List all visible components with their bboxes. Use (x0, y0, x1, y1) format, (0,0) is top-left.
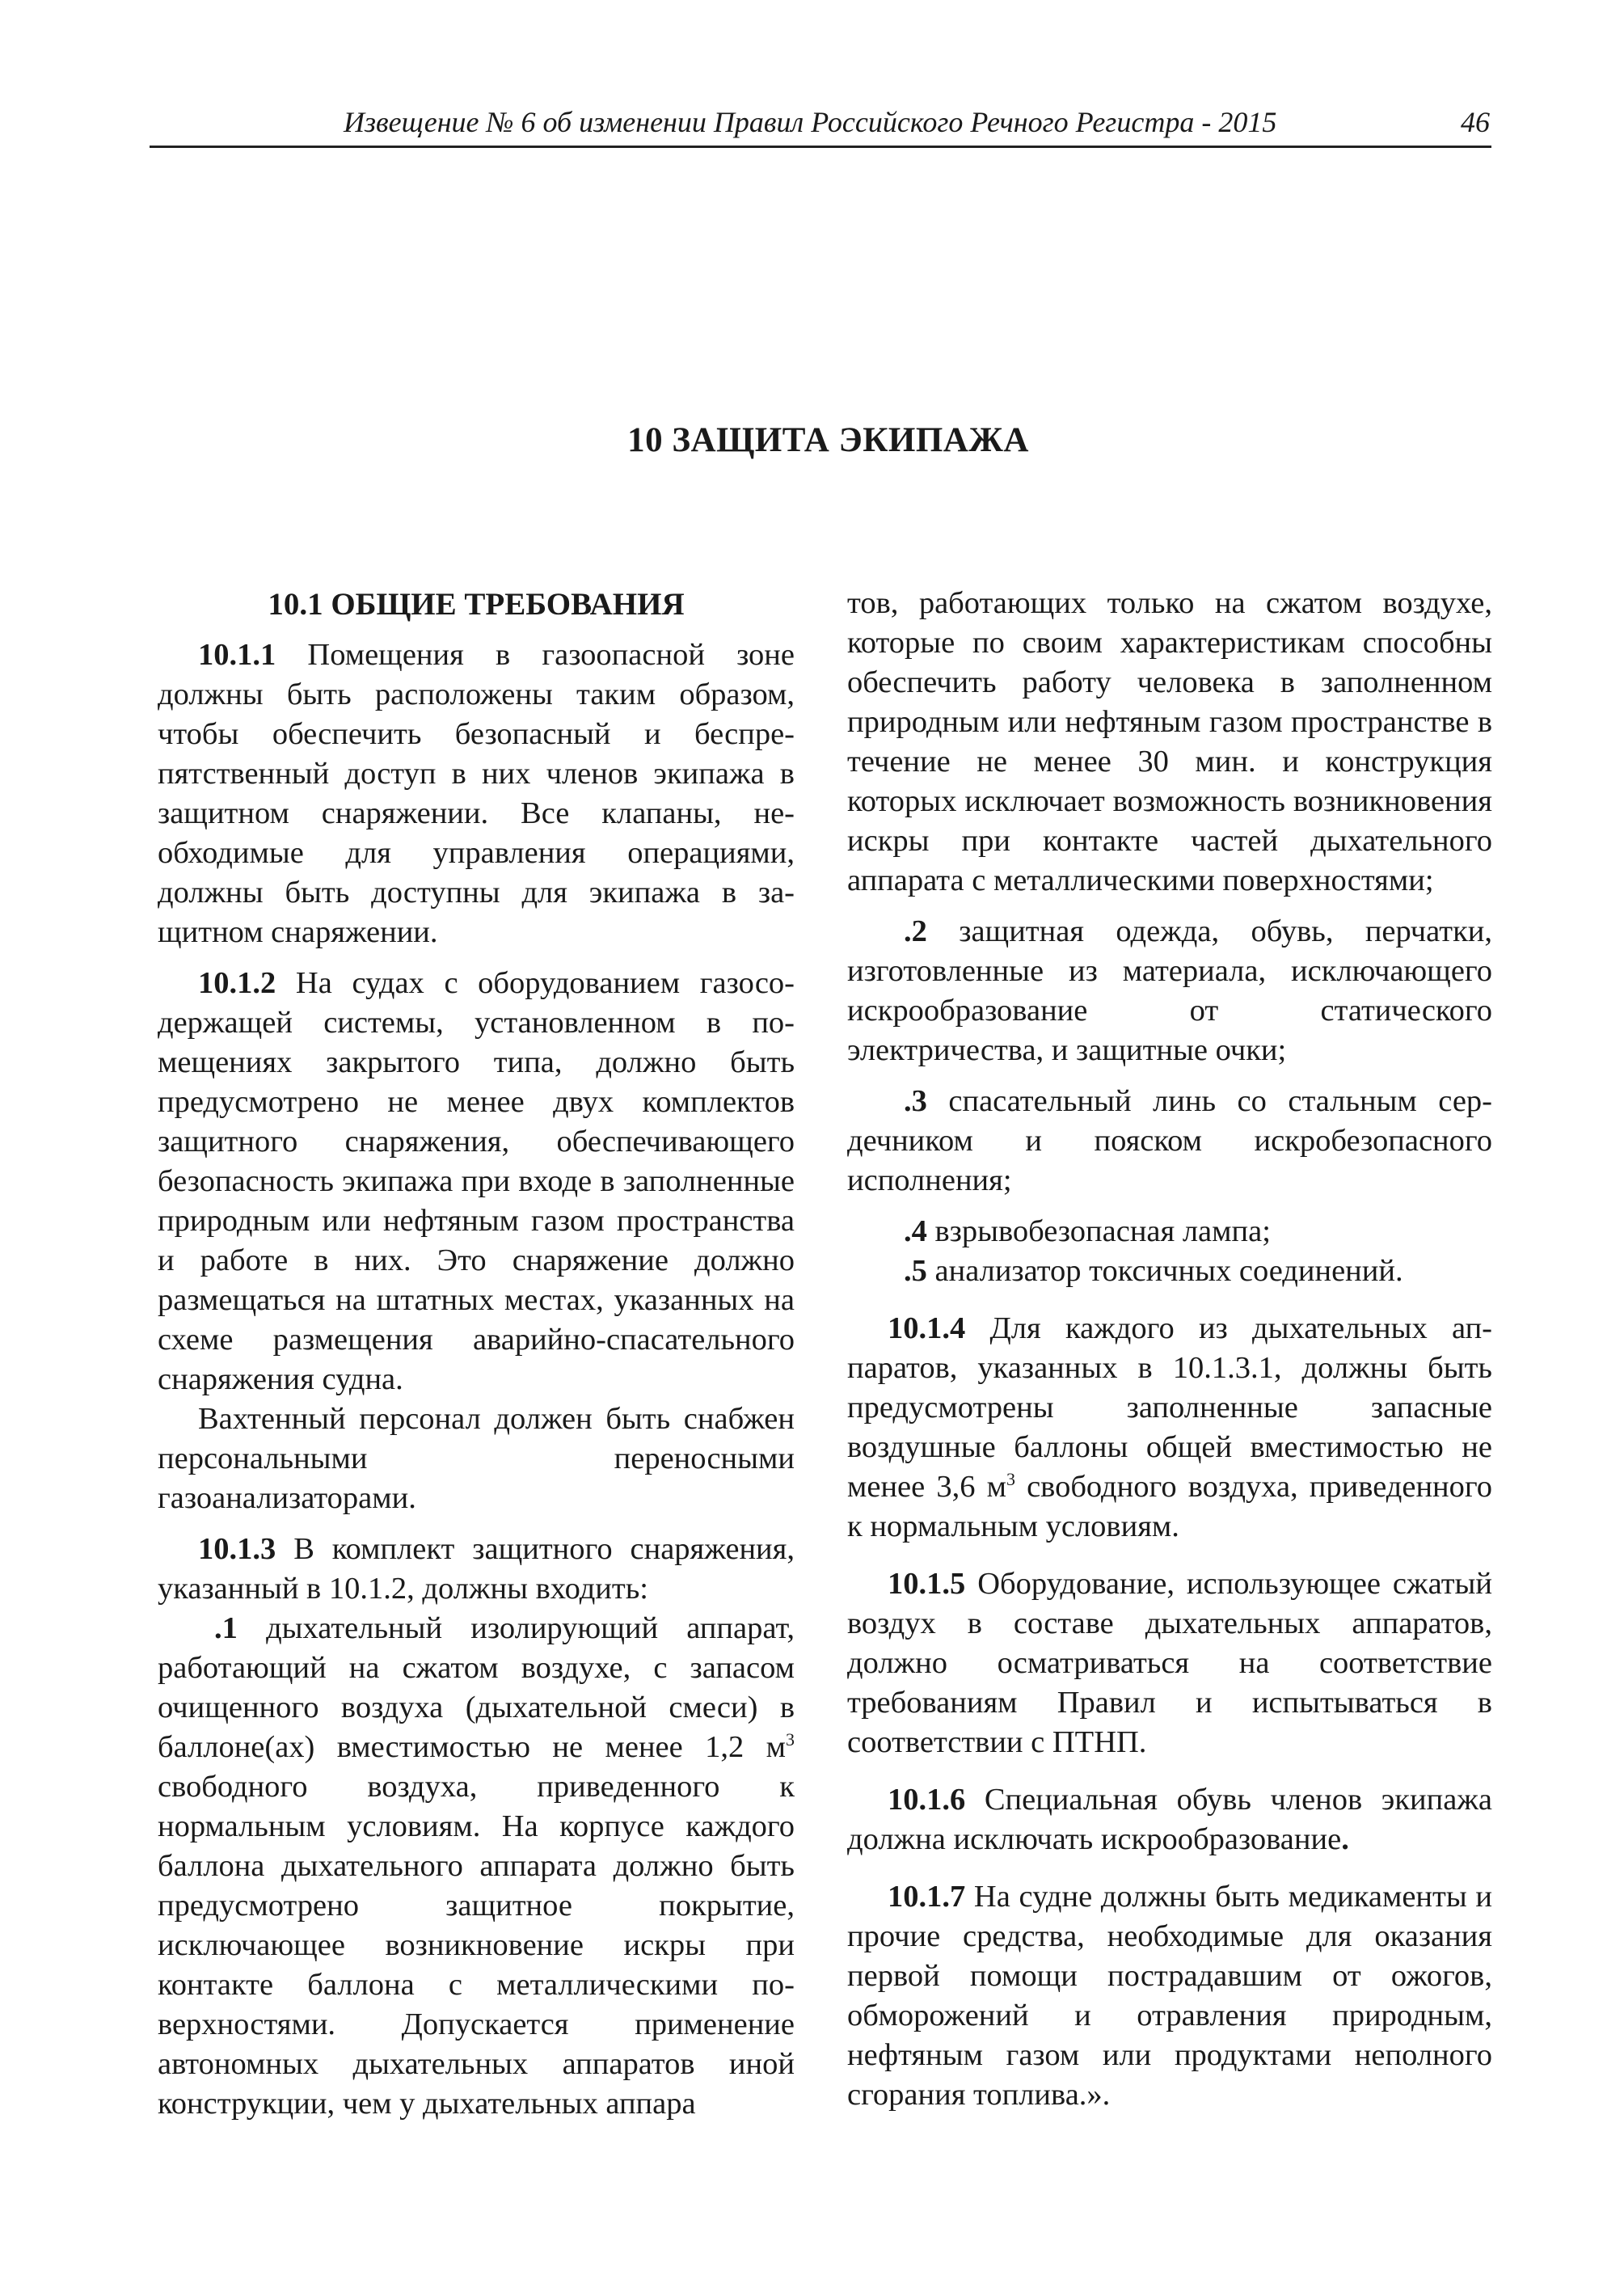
item-number: .3 (904, 1084, 927, 1118)
list-item-1-continued (847, 584, 1492, 901)
superscript: 3 (786, 1729, 795, 1750)
item-number: .2 (904, 914, 927, 948)
paragraph-text: Помещения в газоопасной зоне должны быть расположены таким образом, чтобы обеспечить безопасный и беспрепятственный доступ в них членов экипажа в защитном снаряжении. Все клапаны, необходимые для управления операциями, должны быть доступны для экипажа в защитном снаряжении. (158, 638, 795, 949)
paragraph-10-1-1 (158, 635, 795, 952)
list-item-5 (847, 1252, 1492, 1291)
superscript: 3 (1006, 1469, 1015, 1490)
paragraph-end-mark: . (1341, 1822, 1349, 1856)
paragraph-10-1-2 (158, 964, 795, 1399)
paragraph-number: 10.1.7 (888, 1880, 966, 1914)
item-text: анализатор токсичных соединений. (934, 1254, 1403, 1288)
paragraph-10-1-3 (158, 1530, 795, 1609)
paragraph-text: Для каждого из дыхательных аппаратов, указанных в 10.1.3.1, должны быть предусмотрены заполненные запасные воздушные баллоны общей вместимостью не менее 3,6 м (847, 1311, 1492, 1504)
page-header (150, 103, 1491, 148)
paragraph-10-1-4 (847, 1309, 1492, 1547)
item-text-continued: свободного воздуха, приведенного к нормальным условиям. На корпусе каждого баллона дыхательного аппарата должно быть предусмотрено защитное покрытие, исключающее возникновение искры при контакте баллона с металлическими поверхностями. Допускается применение автономных дыхательных аппаратов иной конструкции, чем у дыхательных аппара (158, 1770, 795, 2121)
paragraph-number: 10.1.4 (888, 1311, 966, 1345)
paragraph-10-1-6 (847, 1780, 1492, 1859)
item-number: .5 (904, 1254, 927, 1288)
paragraph-number: 10.1.3 (198, 1532, 276, 1566)
paragraph-text: На судах с оборудованием газосодержащей системы, установленном в помещениях закрытого типа, должно быть предусмотрено не менее двух комплектов защитного снаряжения, обеспечивающего безопасность экипажа при входе в заполненные природным или нефтяным газом пространства и работе в них. Это снаряжение должно размещаться на штатных местах, указанных на схеме размещения аварийно-спасательного снаряжения судна. (158, 966, 795, 1396)
paragraph-text: Вахтенный персонал должен быть снабжен персональными переносными газоанализаторами. (158, 1402, 795, 1515)
header-title: Извещение № 6 об изменении Правил Российского Речного Регистра - 2015 (344, 106, 1277, 138)
paragraph-number: 10.1.5 (888, 1567, 966, 1601)
item-text: спасательный линь со стальным сердечником и пояском искробезопасного исполнения; (847, 1084, 1492, 1197)
item-number: .1 (214, 1611, 238, 1645)
list-item-2 (847, 912, 1492, 1070)
item-text: дыхательный изолирующий аппарат, работающий на сжатом воздухе, с запасом очищенного воздуха (дыхательной смеси) в баллоне(ах) вместимостью не менее 1,2 м (158, 1611, 795, 1764)
paragraph-10-1-7 (847, 1877, 1492, 2115)
paragraph-10-1-5 (847, 1564, 1492, 1762)
paragraph-text: На судне должны быть медикаменты и прочие средства, необходимые для оказания первой помощи пострадавшим от ожогов, обморожений и отравления природным, нефтяным газом или продуктами неполного сгорания топлива.». (847, 1880, 1492, 2112)
paragraph-number: 10.1.6 (888, 1783, 966, 1817)
paragraph-number: 10.1.1 (198, 638, 276, 672)
paragraph-text: Специальная обувь членов экипажа должна исключать искрообразование (847, 1783, 1492, 1856)
list-item-1 (158, 1609, 795, 2124)
paragraph-watch-staff (158, 1399, 795, 1518)
left-column (158, 584, 795, 2124)
item-text: защитная одежда, обувь, перчатки, изготовленные из материала, исключающего искрообразование от статического электричества, и защитные очки; (847, 914, 1493, 1067)
paragraph-text-continued: свободного воздуха, приведенного к нормальным условиям. (847, 1470, 1492, 1543)
item-text-continued: тов, работающих только на сжатом воздухе, которые по своим характеристикам способны обеспечить работу человека в заполненном природным или нефтяным газом пространстве в течение не менее 30 мин. и конструкция которых исключает возможность возникновения искры при контакте частей дыхательного аппарата с металлическими поверхностями; (847, 586, 1492, 897)
list-item-3 (847, 1082, 1492, 1201)
item-text: взрывобезопасная лампа; (934, 1214, 1271, 1248)
list-item-4 (847, 1212, 1492, 1252)
item-number: .4 (904, 1214, 927, 1248)
right-column (847, 584, 1492, 2115)
page-number: 46 (1461, 106, 1490, 138)
paragraph-text: В комплект защитного снаряжения, указанный в 10.1.2, должны входить: (158, 1532, 795, 1606)
chapter-title: 10 ЗАЩИТА ЭКИПАЖА (627, 421, 1029, 459)
section-heading: 10.1 ОБЩИЕ ТРЕБОВАНИЯ (268, 587, 685, 622)
paragraph-text: Оборудование, использующее сжатый воздух в составе дыхательных аппаратов, должно осматриваться на соответствие требованиям Правил и испытываться в соответствии с ПТНП. (847, 1567, 1492, 1759)
paragraph-number: 10.1.2 (198, 966, 276, 1000)
